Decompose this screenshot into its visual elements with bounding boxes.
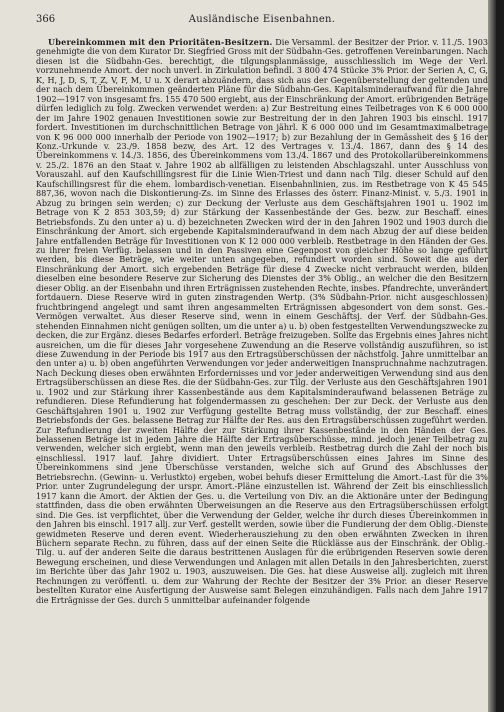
page-spine-edge	[488, 0, 496, 712]
page-header	[36, 12, 488, 28]
article-text: Die Versamml. der Besitzer der Prior. v. 11./5. 1903 genehmigte die von dem Kurator Dr. Siegfried Gross mit der Südbahn-Ges. getroffenen Vereinbarungen. Nach diesen ist die Südbahn-Ges. berechtigt, die tilgungsplanmässige, ausschliesslich im Wege der Verl. vorzunehmende Amort. der noch unverl. in Zirkulation befindl. 3 800 474 Stücke 3% Prior. der Serien A, C, G, K, H, J, D, S, T, Z, V, F, M, U u. X derart abzuändern, dass sich aus der Gegenüberstellung der geltenden und der nach dem Übereinkommen geänderten Pläne für die Südbahn-Ges. Kapitalsminderaufwand für die Jahre 1902—1917 von insgesamt frs. 155 470 500 ergiebt, aus der Einschränkung der Amort. erübrigenden Beträge dürfen lediglich zu folg. Zwecken verwendet werden: a) Zur Bestreitung eines Teilbetrages von K 6 000 000 der im Jahre 1902 genauen Investitionen sowie zur Bestreitung der in den Jahren 1903 bis einschl. 1917 fordert. Investitionen im durchschnittlichen Betrage von jährl. K 6 000 000 und im Gesamtmaximalbetrage von K 96 000 000 innerhalb der Periode von 1902—1917; b) zur Bezahlung der in Gemässheit des § 16 der Konz.-Urkunde v. 23./9. 1858 bezw. des Art. 12 des Vertrages v. 13./4. 1867, dann des § 14 des Übereinkommens v. 14./3. 1856, des Übereinkommens vom 13./4. 1867 und des Protokollarübereinkommens v. 25./2. 1876 an den Staat v. Jahre 1902 ab allfälligen zu leistenden Abschlagszahl. unter Ausschluss von Vorauszahl. auf den Kaufschillingsrest für die Linie Wien-Triest und dann nach Tilg. dieser Schuld auf den Kaufschillingsrest für die ehem. lombardisch-venetian. Eisenbahnlinien, zus. im Restbetrage von K 45 545 887,36, wovon nach die Diskontierung-Zs. im Sinne des Erlasses des österr. Finanz-Minist. v. 5./3. 1901 in Abzug zu bringen sein werden; c) zur Deckung der Verluste aus dem Geschäftsjahren 1901 u. 1902 im Betrage von K 2 853 303,59; d) zur Stärkung der Kassenbestände der Ges. bezw. zur Beschaff. eines Betriebsfonds. Zu den unter a) u. d) bezeichneten Zwecken wird der in den Jahren 1902 und 1903 durch die Einschränkung der Amort. sich ergebende Kapitalsminderaufwand in dem nach Abzug der auf diese beiden Jahre entfallenden Beträge für Investitionen von K 12 000 000 verbleib. Restbetrage in den Händen der Ges. zu ihrer freien Verfüg. belassen und in den Passiven eine Gegenpost von gleicher Höhe so lange geführt werden, bis diese Beträge, wie weiter unten angegeben, refundiert worden sind. Soweit die aus der Einschränkung der Amort. sich ergebenden Beträge für diese 4 Zwecke nicht verbraucht werden, bilden dieselben eine besondere Reserve zur Sicherung des Dienstes der 3% Oblig., an welcher die den Besitzern dieser Oblig. an der Eisenbahn und ihren Erträgnissen zustehenden Rechte, insbes. Pfandrechte, unverändert fortdauern. Diese Reserve wird in guten zinstragenden Wertp. (3% Südbahn-Prior. nicht ausgeschlossen) fruchtbringend angelegt und samt ihren angesammelten Erträgnissen abgesondert von dem sonst. Ges.-Vermögen verwaltet. Aus dieser Reserve sind, wenn in einem Geschäftsj. der Verf. der Südbahn-Ges. stehenden Einnahmen nicht genügen sollten, um die unter a) u. b) oben festgestellten Verwendungszwecke zu decken, die zur Ergänz. dieses Bedarfes erforderl. Beträge freizugeben. Sollte das Ergebnis eines Jahres nicht ausreichen, um die für dieses Jahr vorgesehene Zuwendung an die Reserve vollständig auszuführen, so ist diese Zuwendung in der Periode bis 1917 aus den Ertragsüberschüssen der nächstfolg. Jahre unmittelbar an den unter a) u. b) oben angeführten Verwendungen vor jeder anderweitigen Inanspruchnahme nachzutragen. Nach Deckung dieses oben erwähnten Erfordernisses und vor jeder anderweitigen Verwendung sind aus den Ertragsüberschüssen an diese Res. die der Südbahn-Ges. zur Tilg. der Verluste aus den Geschäftsjahren 1901 u. 1902 und zur Stärkung ihrer Kassenbestände aus dem Kapitalsminderaufwand belassenen Beträge zu refundieren. Diese Refundierung hat folgendermassen zu geschehen: Der zur Deck. der Verluste aus den Geschäftsjahren 1901 u. 1902 zur Verfügung gestellte Betrag muss vollständig, der zur Beschaff. eines Betriebsfonds der Ges. belassene Betrag zur Hälfte der Res. aus den Ertragsüberschüssen zugeführt werden. Zur Refundierung der zweiten Hälfte der zur Stärkung ihrer Kassenbestände in den Händen der Ges. belassenen Beträge ist in jedem Jahre die Hälfte der Ertragsüberschüsse, mind. jedoch jener Teilbetrag zu verwenden, welcher sich ergiebt, wenn man den jeweils verbleib. Restbetrag durch die Zahl der noch bis einschliessl. 1917 lauf. Jahre dividiert. Unter Ertragsüberschüssen eines Jahres im Sinne des Übereinkommens sind jene Überschüsse verstanden, welche sich auf Grund des Abschlusses der Betriebsrechn. (Gewinn- u. Verlustkto) ergeben, wobei behufs dieser Ermittelung die Amort.-Last für die 3% Prior. unter Zugrundelegung der urspr. Amort.-Pläne einzustellen ist. Während der Zeit bis einschliesslich 1917 kann die Amort. der Aktien der Ges. u. die Verteilung von Div. an die Aktionäre unter der Bedingung stattfinden, dass die oben erwähnten Überweisungen an die Reserve aus den Ertragsüberschüssen erfolgt sind. Die Ges. ist verpflichtet, über die Verwendung der Gelder, welche ihr durch dieses Übereinkommen in den Jahren bis einschl. 1917 allj. zur Verf. gestellt werden, sowie über die Fundierung der dem Oblig.-Dienste gewidmeten Reserve und deren event. Wiederherausziehung zu den oben erwähnten Zwecken in ihren Büchern separate Rechn. zu führen, dass auf der einen Seite die Rücklässe aus der Einschränk. der Oblig.-Tilg. u. auf der anderen Seite die daraus bestrittenen Auslagen für die erübrigenden Reserven sowie deren Bewegung erscheinen, und diese Verwendungen und Anlagen mit allen Details in den Jahresberichten, zuerst im Berichte über das Jahr 1902 u. 1903, auszuweisen. Die Ges. hat diese Ausweise allj. zugleich mit ihren Rechnungen zu veröffentl. u. dem zur Wahrung der Rechte der Besitzer der 3% Prior. an dieser Reserve bestellten Kurator eine Ausfertigung der Ausweise samt Belegen einzuhändigen. Falls nach dem Jahre 1917 die Erträgnisse der Ges. durch 5 unmittelbar aufeinander folgende	[36, 38, 488, 605]
article-heading: Übereinkommen mit den Prioritäten-Besitzern.	[48, 38, 273, 47]
article-body	[36, 38, 488, 712]
running-head: Ausländische Eisenbahnen.	[188, 14, 336, 25]
page-number: 366	[36, 14, 56, 25]
